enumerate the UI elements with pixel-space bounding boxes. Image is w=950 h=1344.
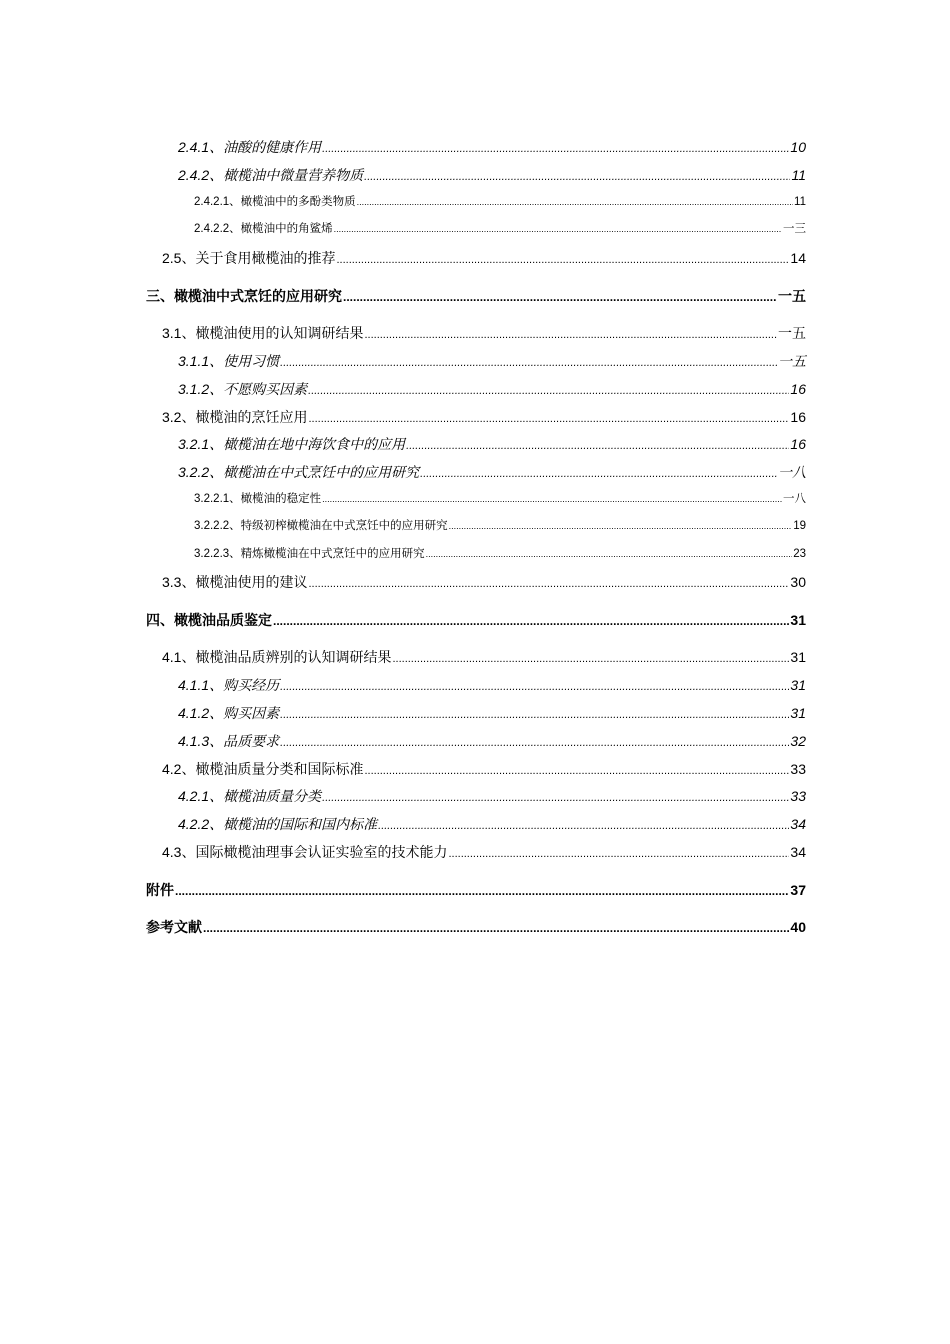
toc-entry-text: 、使用习惯 xyxy=(209,355,280,370)
toc-page-number: 31 xyxy=(790,705,806,721)
toc-entry[interactable] xyxy=(162,248,806,268)
toc-entry-number: 4.2 xyxy=(162,761,182,777)
toc-entry-text: 、橄榄油使用的建议 xyxy=(181,576,308,591)
toc-leader-dots xyxy=(426,549,793,559)
toc-page-number: 40 xyxy=(790,919,806,935)
toc-entry-title xyxy=(162,323,363,343)
toc-entry-text: 、特级初榨橄榄油在中式烹饪中的应用研究 xyxy=(229,520,448,532)
toc-entry-number: 2.4.1 xyxy=(178,139,210,155)
toc-leader-dots xyxy=(448,848,789,860)
toc-entry[interactable] xyxy=(178,675,806,695)
toc-entry-text: 、油酸的健康作用 xyxy=(209,141,322,156)
toc-page-number: 16 xyxy=(790,381,806,397)
toc-page-number: 一五 xyxy=(778,327,806,342)
toc-entry-text: 、不愿购买因素 xyxy=(209,383,308,398)
toc-leader-dots xyxy=(280,709,789,721)
toc-leader-dots xyxy=(203,921,789,935)
toc-page-number: 一八 xyxy=(778,466,806,481)
toc-entry-title xyxy=(146,880,174,900)
toc-entry-text: 、品质要求 xyxy=(209,735,280,750)
toc-entry-title xyxy=(194,517,448,533)
toc-entry-number: 3.2 xyxy=(162,409,182,425)
toc-page-number: 11 xyxy=(794,196,806,208)
toc-entry-number: 4.2.2 xyxy=(178,816,210,832)
toc-entry[interactable] xyxy=(162,407,806,427)
toc-entry-title xyxy=(178,786,321,806)
toc-entry[interactable] xyxy=(178,379,806,399)
toc-entry-title xyxy=(146,917,202,937)
toc-entry-text: 参考文献 xyxy=(146,921,202,936)
toc-entry[interactable] xyxy=(146,610,806,630)
toc-leader-dots xyxy=(322,494,782,504)
toc-entry[interactable] xyxy=(178,731,806,751)
toc-entry-number: 3.1.2 xyxy=(178,381,210,397)
toc-entry-title xyxy=(178,703,279,723)
toc-entry-text: 、橄榄油使用的认知调研结果 xyxy=(181,327,364,342)
toc-entry-number: 4.3 xyxy=(162,844,182,860)
toc-entry-text: 、精炼橄榄油在中式烹饪中的应用研究 xyxy=(229,548,425,560)
toc-entry-title xyxy=(178,814,377,834)
toc-page-number: 19 xyxy=(793,520,806,532)
toc-entry-title xyxy=(178,379,307,399)
toc-leader-dots xyxy=(308,413,789,425)
toc-page-number: 31 xyxy=(790,649,806,665)
toc-entry-number: 3.3 xyxy=(162,574,182,590)
toc-entry-text: 、橄榄油中的角鲨烯 xyxy=(229,223,333,235)
toc-entry-text: 、橄榄油品质辨别的认知调研结果 xyxy=(181,651,392,666)
toc-entry-number: 3.1.1 xyxy=(178,353,210,369)
toc-entry-number: 3.2.2 xyxy=(178,464,210,480)
toc-entry-number: 3.2.2.2 xyxy=(194,520,230,532)
toc-leader-dots xyxy=(364,171,790,183)
toc-entry-text: 附件 xyxy=(146,884,174,899)
toc-page-number: 10 xyxy=(790,139,806,155)
toc-page-number: 14 xyxy=(790,250,806,266)
toc-entry-text: 、购买经历 xyxy=(209,679,280,694)
toc-entry[interactable] xyxy=(178,351,806,371)
toc-entry[interactable] xyxy=(162,323,806,343)
toc-entry-text: 、橄榄油质量分类和国际标准 xyxy=(181,763,364,778)
toc-entry-title xyxy=(162,647,391,667)
toc-entry-title xyxy=(194,193,356,209)
toc-page-number: 34 xyxy=(790,816,806,832)
toc-page-number: 33 xyxy=(790,788,806,804)
toc-leader-dots xyxy=(322,143,789,155)
toc-leader-dots xyxy=(273,614,789,628)
toc-entry-number: 2.4.2.2 xyxy=(194,223,230,235)
toc-entry-text: 、橄榄油质量分类 xyxy=(209,790,322,805)
toc-leader-dots xyxy=(392,653,789,665)
toc-entry-text: 、橄榄油中微量营养物质 xyxy=(209,169,364,184)
toc-entry[interactable] xyxy=(178,137,806,157)
toc-page-number: 一五 xyxy=(778,290,806,305)
toc-page-number: 31 xyxy=(790,612,806,628)
toc-entry-title xyxy=(178,462,419,482)
toc-entry-title xyxy=(194,545,425,561)
toc-leader-dots xyxy=(334,224,782,234)
toc-leader-dots xyxy=(406,440,789,452)
toc-entry-text: 三、橄榄油中式烹饪的应用研究 xyxy=(146,290,342,305)
toc-entry-text: 、橄榄油的烹饪应用 xyxy=(181,411,308,426)
toc-entry-title xyxy=(162,759,363,779)
toc-leader-dots xyxy=(364,329,777,341)
toc-entry[interactable] xyxy=(194,220,806,236)
toc-page-number: 16 xyxy=(790,436,806,452)
toc-leader-dots xyxy=(280,357,777,369)
toc-page-number: 一三 xyxy=(783,223,806,235)
toc-entry[interactable] xyxy=(194,545,806,561)
toc-leader-dots xyxy=(336,254,789,266)
toc-entry-title xyxy=(162,842,447,862)
toc-page-number: 23 xyxy=(793,548,806,560)
toc-leader-dots xyxy=(280,681,789,693)
toc-entry[interactable] xyxy=(146,286,806,306)
toc-leader-dots xyxy=(308,385,789,397)
toc-entry-number: 3.2.1 xyxy=(178,436,210,452)
toc-entry[interactable] xyxy=(178,814,806,834)
toc-page-number: 31 xyxy=(790,677,806,693)
toc-entry[interactable] xyxy=(162,759,806,779)
toc-entry-title xyxy=(178,165,363,185)
toc-leader-dots xyxy=(322,792,789,804)
toc-entry-title xyxy=(146,610,272,630)
toc-entry-text: 四、橄榄油品质鉴定 xyxy=(146,614,272,629)
toc-entry-number: 4.2.1 xyxy=(178,788,210,804)
toc-leader-dots xyxy=(280,737,789,749)
toc-entry-title xyxy=(146,286,342,306)
toc-leader-dots xyxy=(308,578,789,590)
toc-entry[interactable] xyxy=(178,434,806,454)
toc-leader-dots xyxy=(357,197,793,207)
toc-entry-number: 4.1.2 xyxy=(178,705,210,721)
toc-entry-title xyxy=(162,248,335,268)
toc-entry-title xyxy=(178,351,279,371)
toc-entry[interactable] xyxy=(194,193,806,209)
toc-entry-text: 、橄榄油在中式烹饪中的应用研究 xyxy=(209,466,420,481)
toc-entry[interactable] xyxy=(162,842,806,862)
toc-entry[interactable] xyxy=(194,490,806,506)
toc-entry-title xyxy=(194,220,333,236)
toc-entry[interactable] xyxy=(146,880,806,900)
toc-entry-text: 、橄榄油中的多酚类物质 xyxy=(229,196,356,208)
toc-leader-dots xyxy=(364,765,789,777)
toc-entry-number: 3.2.2.1 xyxy=(194,493,230,505)
toc-leader-dots xyxy=(420,468,777,480)
toc-page-number: 32 xyxy=(790,733,806,749)
toc-entry[interactable] xyxy=(178,786,806,806)
toc-entry-number: 3.1 xyxy=(162,325,182,341)
toc-entry[interactable] xyxy=(146,917,806,937)
toc-entry-number: 4.1.1 xyxy=(178,677,210,693)
toc-entry-number: 2.4.2 xyxy=(178,167,210,183)
toc-page-number: 一五 xyxy=(778,355,806,370)
toc-page-number: 34 xyxy=(790,844,806,860)
toc-entry-number: 3.2.2.3 xyxy=(194,548,230,560)
toc-page-number: 30 xyxy=(790,574,806,590)
toc-entry-text: 、购买因素 xyxy=(209,707,280,722)
toc-entry-text: 、关于食用橄榄油的推荐 xyxy=(181,252,336,267)
toc-entry[interactable] xyxy=(194,517,806,533)
toc-leader-dots xyxy=(175,884,789,898)
toc-entry-number: 4.1.3 xyxy=(178,733,210,749)
toc-entry[interactable] xyxy=(178,462,806,482)
toc-entry-number: 4.1 xyxy=(162,649,182,665)
toc-leader-dots xyxy=(343,290,777,304)
toc-entry-title xyxy=(194,490,321,506)
toc-entry[interactable] xyxy=(162,647,806,667)
toc-entry-text: 、橄榄油的国际和国内标准 xyxy=(209,818,378,833)
toc-page-number: 一八 xyxy=(783,493,806,505)
toc-entry-title xyxy=(162,572,307,592)
toc-entry-title xyxy=(178,434,405,454)
toc-entry-number: 2.4.2.1 xyxy=(194,196,230,208)
toc-page-number: 11 xyxy=(791,167,806,183)
toc-entry-title xyxy=(178,137,321,157)
toc-leader-dots xyxy=(449,521,793,531)
toc-entry-text: 、橄榄油在地中海饮食中的应用 xyxy=(209,438,406,453)
toc-leader-dots xyxy=(378,820,789,832)
toc-entry-title xyxy=(162,407,307,427)
toc-entry-title xyxy=(178,731,279,751)
toc-page-number: 37 xyxy=(790,882,806,898)
toc-page-number: 33 xyxy=(790,761,806,777)
toc-entry-text: 、橄榄油的稳定性 xyxy=(229,493,322,505)
toc-entry[interactable] xyxy=(178,165,806,185)
toc-entry-title xyxy=(178,675,279,695)
toc-entry-number: 2.5 xyxy=(162,250,182,266)
toc-entry[interactable] xyxy=(162,572,806,592)
toc-entry-text: 、国际橄榄油理事会认证实验室的技术能力 xyxy=(181,846,448,861)
toc-entry[interactable] xyxy=(178,703,806,723)
toc-page-number: 16 xyxy=(790,409,806,425)
